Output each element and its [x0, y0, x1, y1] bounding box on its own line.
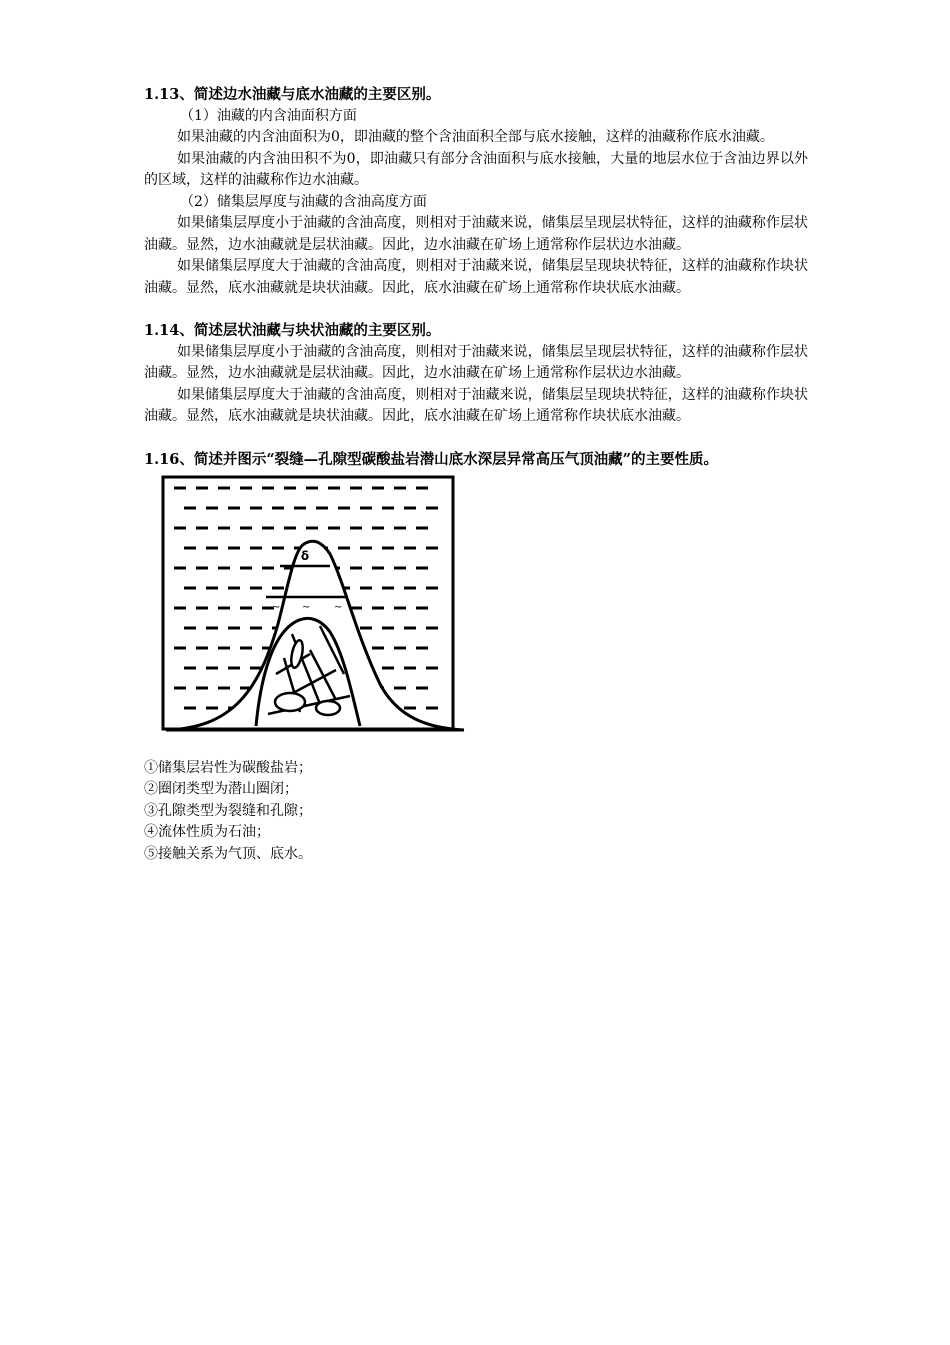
property-item-2: ②圈闭类型为潜山圈闭； — [144, 781, 298, 797]
gas-cap-symbol: δ — [300, 549, 310, 563]
section-1-13-subheading-2: （2）储集层厚度与油藏的含油高度方面 — [180, 193, 427, 210]
property-item-5: ⑤接触关系为气顶、底水。 — [144, 845, 312, 862]
section-1-13-title: 1.13、简述边水油藏与底水油藏的主要区别。 — [144, 86, 441, 103]
section-1-14-paragraph-1: 如果储集层厚度小于油藏的含油高度，则相对于油藏来说，储集层呈现层状特征，这样的油藏称作层状油藏。显然，边水油藏就是层状油藏。因此，边水油藏在矿场上通常称作层状边水油藏。 — [144, 343, 808, 381]
section-1-16-title: 1.16、简述并图示“裂缝—孔隙型碳酸盐岩潜山底水深层异常高压气顶油藏”的主要性质。 — [144, 450, 718, 468]
pore-vug-2 — [275, 693, 305, 711]
buried-hill-outline — [166, 541, 464, 730]
pore-vug-3 — [316, 701, 340, 715]
section-1-14-paragraph-2: 如果储集层厚度大于油藏的含油高度，则相对于油藏来说，储集层呈现块状特征，这样的油藏称作块状油藏。显然，底水油藏就是块状油藏。因此，底水油藏在矿场上通常称作块状底水油藏。 — [144, 386, 808, 424]
section-gap — [144, 428, 808, 449]
water-wave-symbol-1: ~ — [272, 602, 281, 613]
section-1-13-paragraph-2: 如果油藏的内含油田积不为0，即油藏只有部分含油面积与底水接触，大量的地层水位于含油边界以外的区域，这样的油藏称作边水油藏。 — [144, 150, 808, 188]
section-1-13-paragraph-4: 如果储集层厚度大于油藏的含油高度，则相对于油藏来说，储集层呈现块状特征，这样的油藏称作块状油藏。显然，底水油藏就是块状油藏。因此，底水油藏在矿场上通常称作块状底水油藏。 — [144, 258, 808, 296]
section-1-13-paragraph-1: 如果油藏的内含油面积为0，即油藏的整个含油面积全部与底水接触，这样的油藏称作底水油藏。 — [177, 129, 774, 145]
properties-list — [144, 758, 808, 866]
section-gap — [144, 299, 808, 320]
section-1-13-paragraph-3: 如果储集层厚度小于油藏的含油高度，则相对于油藏来说，储集层呈现层状特征，这样的油藏称作层状油藏。显然，边水油藏就是层状油藏。因此，边水油藏在矿场上通常称作层状边水油藏。 — [144, 215, 808, 253]
section-1-13-subheading-1: （1）油藏的内含油面积方面 — [180, 107, 357, 124]
buried-hill-reservoir-diagram — [160, 474, 470, 732]
section-1-14-title: 1.14、简述层状油藏与块状油藏的主要区别。 — [144, 322, 441, 339]
property-item-1: ①储集层岩性为碳酸盐岩； — [144, 759, 312, 776]
document-page — [144, 84, 808, 865]
water-wave-symbol-2: ~ — [302, 602, 311, 613]
property-item-4: ④流体性质为石油； — [144, 824, 270, 840]
property-item-3: ③孔隙类型为裂缝和孔隙； — [144, 802, 312, 819]
water-wave-symbol-3: ~ — [334, 602, 343, 613]
